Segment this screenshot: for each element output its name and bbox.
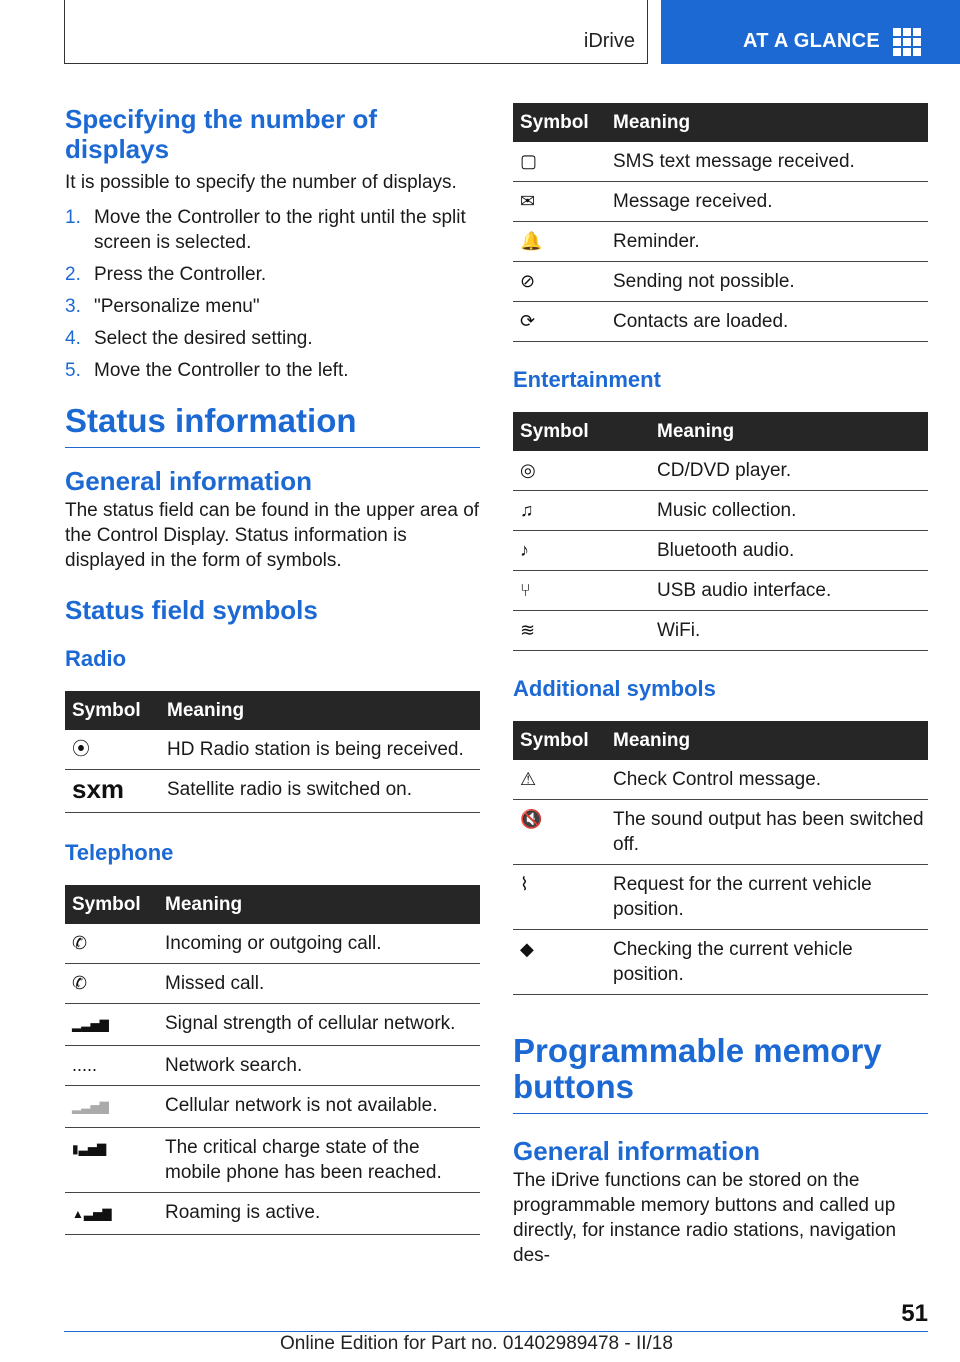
meaning-cell: Checking the current vehicle position.	[606, 930, 928, 995]
envelope-icon: ✉	[520, 191, 536, 211]
symbol-cell	[513, 865, 606, 930]
step-number: 4.	[65, 328, 81, 349]
table-row	[513, 760, 928, 800]
symbol-cell	[65, 1046, 158, 1086]
symbol-cell	[513, 491, 650, 531]
chapter-label: AT A GLANCE	[743, 30, 880, 52]
status-heading: Status information	[65, 403, 480, 448]
meaning-cell: The critical charge state of the mobile phone has been reached.	[158, 1128, 480, 1193]
contacts-icon: ⟳	[520, 311, 536, 331]
entertainment-table	[513, 412, 928, 651]
symbol-cell	[65, 924, 158, 964]
table-row	[513, 222, 928, 262]
column-header-symbol: Symbol	[65, 885, 158, 924]
meaning-cell: Contacts are loaded.	[606, 302, 928, 342]
column-header-symbol: Symbol	[513, 412, 650, 451]
memory-text: The iDrive functions can be stored on the programmable memory buttons and called up directly, for instance radio stations, navigation des-	[513, 1170, 897, 1266]
vehicle-position-request-icon: ⌇	[520, 874, 529, 894]
meaning-cell: Cellular network is not available.	[158, 1086, 480, 1128]
table-row	[513, 930, 928, 995]
meaning-cell: Incoming or outgoing call.	[158, 924, 480, 964]
column-header-meaning: Meaning	[606, 103, 928, 142]
mute-icon: 🔇	[520, 809, 543, 829]
signal-strength-icon: ▂▃▅▇	[72, 1018, 109, 1032]
telephone-table	[65, 885, 480, 1235]
meaning-cell: Message received.	[606, 182, 928, 222]
meaning-cell: Bluetooth audio.	[650, 531, 928, 571]
general-text: The status field can be found in the upper area of the Control Display. Status information is displayed in the form of symbols.	[65, 500, 480, 571]
symbol-cell	[65, 1086, 158, 1128]
no-network-icon: ▂▃▅▇	[72, 1100, 109, 1114]
step-item	[65, 358, 480, 383]
step-item	[65, 294, 480, 319]
general-heading: General information	[65, 466, 313, 496]
vehicle-position-check-icon: ◆	[520, 939, 534, 959]
symbol-cell	[513, 611, 650, 651]
column-header-meaning: Meaning	[606, 721, 928, 760]
table-row	[65, 730, 480, 770]
radio-heading: Radio	[65, 646, 127, 671]
step-item	[65, 262, 480, 287]
step-text: Move the Controller to the right until the split screen is selected.	[94, 207, 466, 253]
symbols-heading: Status field symbols	[65, 595, 318, 625]
table-row	[513, 182, 928, 222]
table-row	[65, 924, 480, 964]
page-number: 51	[901, 1300, 928, 1327]
roaming-icon: ▲▃▅▇	[72, 1207, 112, 1221]
table-row	[513, 571, 928, 611]
symbol-cell	[513, 222, 606, 262]
meaning-cell: Reminder.	[606, 222, 928, 262]
symbol-cell	[65, 730, 160, 770]
hd-radio-icon: ⦿	[72, 739, 90, 759]
symbol-cell	[513, 182, 606, 222]
table-row	[513, 800, 928, 865]
step-number: 5.	[65, 360, 81, 381]
bluetooth-audio-icon: ♪	[520, 540, 529, 560]
symbol-cell	[65, 1004, 158, 1046]
meaning-cell: Request for the current vehicle position.	[606, 865, 928, 930]
meaning-cell: USB audio interface.	[650, 571, 928, 611]
step-number: 3.	[65, 296, 81, 317]
table-row	[513, 865, 928, 930]
meaning-cell: Network search.	[158, 1046, 480, 1086]
grid-icon	[893, 28, 921, 56]
column-header-meaning: Meaning	[650, 412, 928, 451]
column-header-symbol: Symbol	[65, 691, 160, 730]
footer-rule	[64, 1331, 928, 1332]
symbol-cell	[513, 262, 606, 302]
table-row	[513, 491, 928, 531]
call-icon: ✆	[72, 933, 88, 953]
additional-heading: Additional symbols	[513, 676, 716, 701]
symbol-cell	[65, 964, 158, 1004]
edition-note: Online Edition for Part no. 01402989478 - II/18	[280, 1333, 673, 1354]
column-header-meaning: Meaning	[160, 691, 480, 730]
symbol-cell	[513, 451, 650, 491]
running-header-chapter	[661, 0, 960, 64]
network-search-icon: .....	[72, 1055, 98, 1075]
table-row	[65, 964, 480, 1004]
usb-icon: ⑂	[520, 580, 531, 600]
spec-heading: Specifying the number of displays	[65, 104, 378, 164]
symbol-cell	[65, 1193, 158, 1235]
additional-table	[513, 721, 928, 995]
meaning-cell: Roaming is active.	[158, 1193, 480, 1235]
left-column	[65, 100, 480, 1235]
step-number: 2.	[65, 264, 81, 285]
symbol-cell	[513, 142, 606, 182]
step-text: Move the Controller to the left.	[94, 360, 349, 381]
step-text: Press the Controller.	[94, 264, 267, 285]
symbol-cell	[513, 302, 606, 342]
meaning-cell: HD Radio station is being received.	[160, 730, 480, 770]
running-header-section	[64, 0, 648, 64]
symbol-cell	[513, 930, 606, 995]
warning-icon: ⚠	[520, 769, 537, 789]
table-row	[65, 1086, 480, 1128]
symbol-cell	[513, 760, 606, 800]
meaning-cell: SMS text message received.	[606, 142, 928, 182]
sms-icon: ▢	[520, 151, 538, 171]
telephone-heading: Telephone	[65, 840, 174, 865]
steps-list	[65, 205, 480, 383]
right-column	[513, 103, 928, 1268]
sxm-logo: sxm	[72, 774, 125, 804]
column-header-symbol: Symbol	[513, 103, 606, 142]
symbol-cell	[65, 770, 160, 813]
step-item	[65, 205, 480, 255]
column-header-symbol: Symbol	[513, 721, 606, 760]
entertainment-heading: Entertainment	[513, 367, 661, 392]
music-collection-icon: ♫	[520, 500, 534, 520]
table-row	[65, 1128, 480, 1193]
wifi-icon: ≋	[520, 620, 536, 640]
table-row	[65, 1046, 480, 1086]
step-item	[65, 326, 480, 351]
meaning-cell: Sending not possible.	[606, 262, 928, 302]
table-row	[513, 302, 928, 342]
sending-not-possible-icon: ⊘	[520, 271, 536, 291]
table-row	[65, 770, 480, 813]
table-row	[65, 1193, 480, 1235]
step-text: Select the desired setting.	[94, 328, 313, 349]
table-row	[513, 142, 928, 182]
meaning-cell: Signal strength of cellular network.	[158, 1004, 480, 1046]
meaning-cell: WiFi.	[650, 611, 928, 651]
table-row	[513, 262, 928, 302]
meaning-cell: Missed call.	[158, 964, 480, 1004]
table-row	[513, 451, 928, 491]
table-row	[513, 611, 928, 651]
step-number: 1.	[65, 207, 81, 228]
table-row	[513, 531, 928, 571]
memory-general-heading: General information	[513, 1136, 761, 1166]
symbol-cell	[65, 1128, 158, 1193]
meaning-cell: Check Control message.	[606, 760, 928, 800]
symbol-cell	[513, 800, 606, 865]
meaning-cell: Music collection.	[650, 491, 928, 531]
spec-intro: It is possible to specify the number of displays.	[65, 172, 457, 193]
symbol-cell	[513, 571, 650, 611]
section-label: iDrive	[583, 30, 635, 52]
meaning-cell: The sound output has been switched off.	[606, 800, 928, 865]
meaning-cell: Satellite radio is switched on.	[160, 770, 480, 813]
low-charge-icon: ▮▃▅▇	[72, 1142, 107, 1156]
bell-icon: 🔔	[520, 231, 543, 251]
table-row	[65, 1004, 480, 1046]
meaning-cell: CD/DVD player.	[650, 451, 928, 491]
step-text: "Personalize menu"	[94, 296, 260, 317]
cd-icon: ◎	[520, 460, 536, 480]
symbol-cell	[513, 531, 650, 571]
radio-table	[65, 691, 480, 813]
missed-call-icon: ✆	[72, 973, 88, 993]
column-header-meaning: Meaning	[158, 885, 480, 924]
memory-heading: Programmable memory buttons	[513, 1033, 928, 1114]
messages-table	[513, 103, 928, 342]
